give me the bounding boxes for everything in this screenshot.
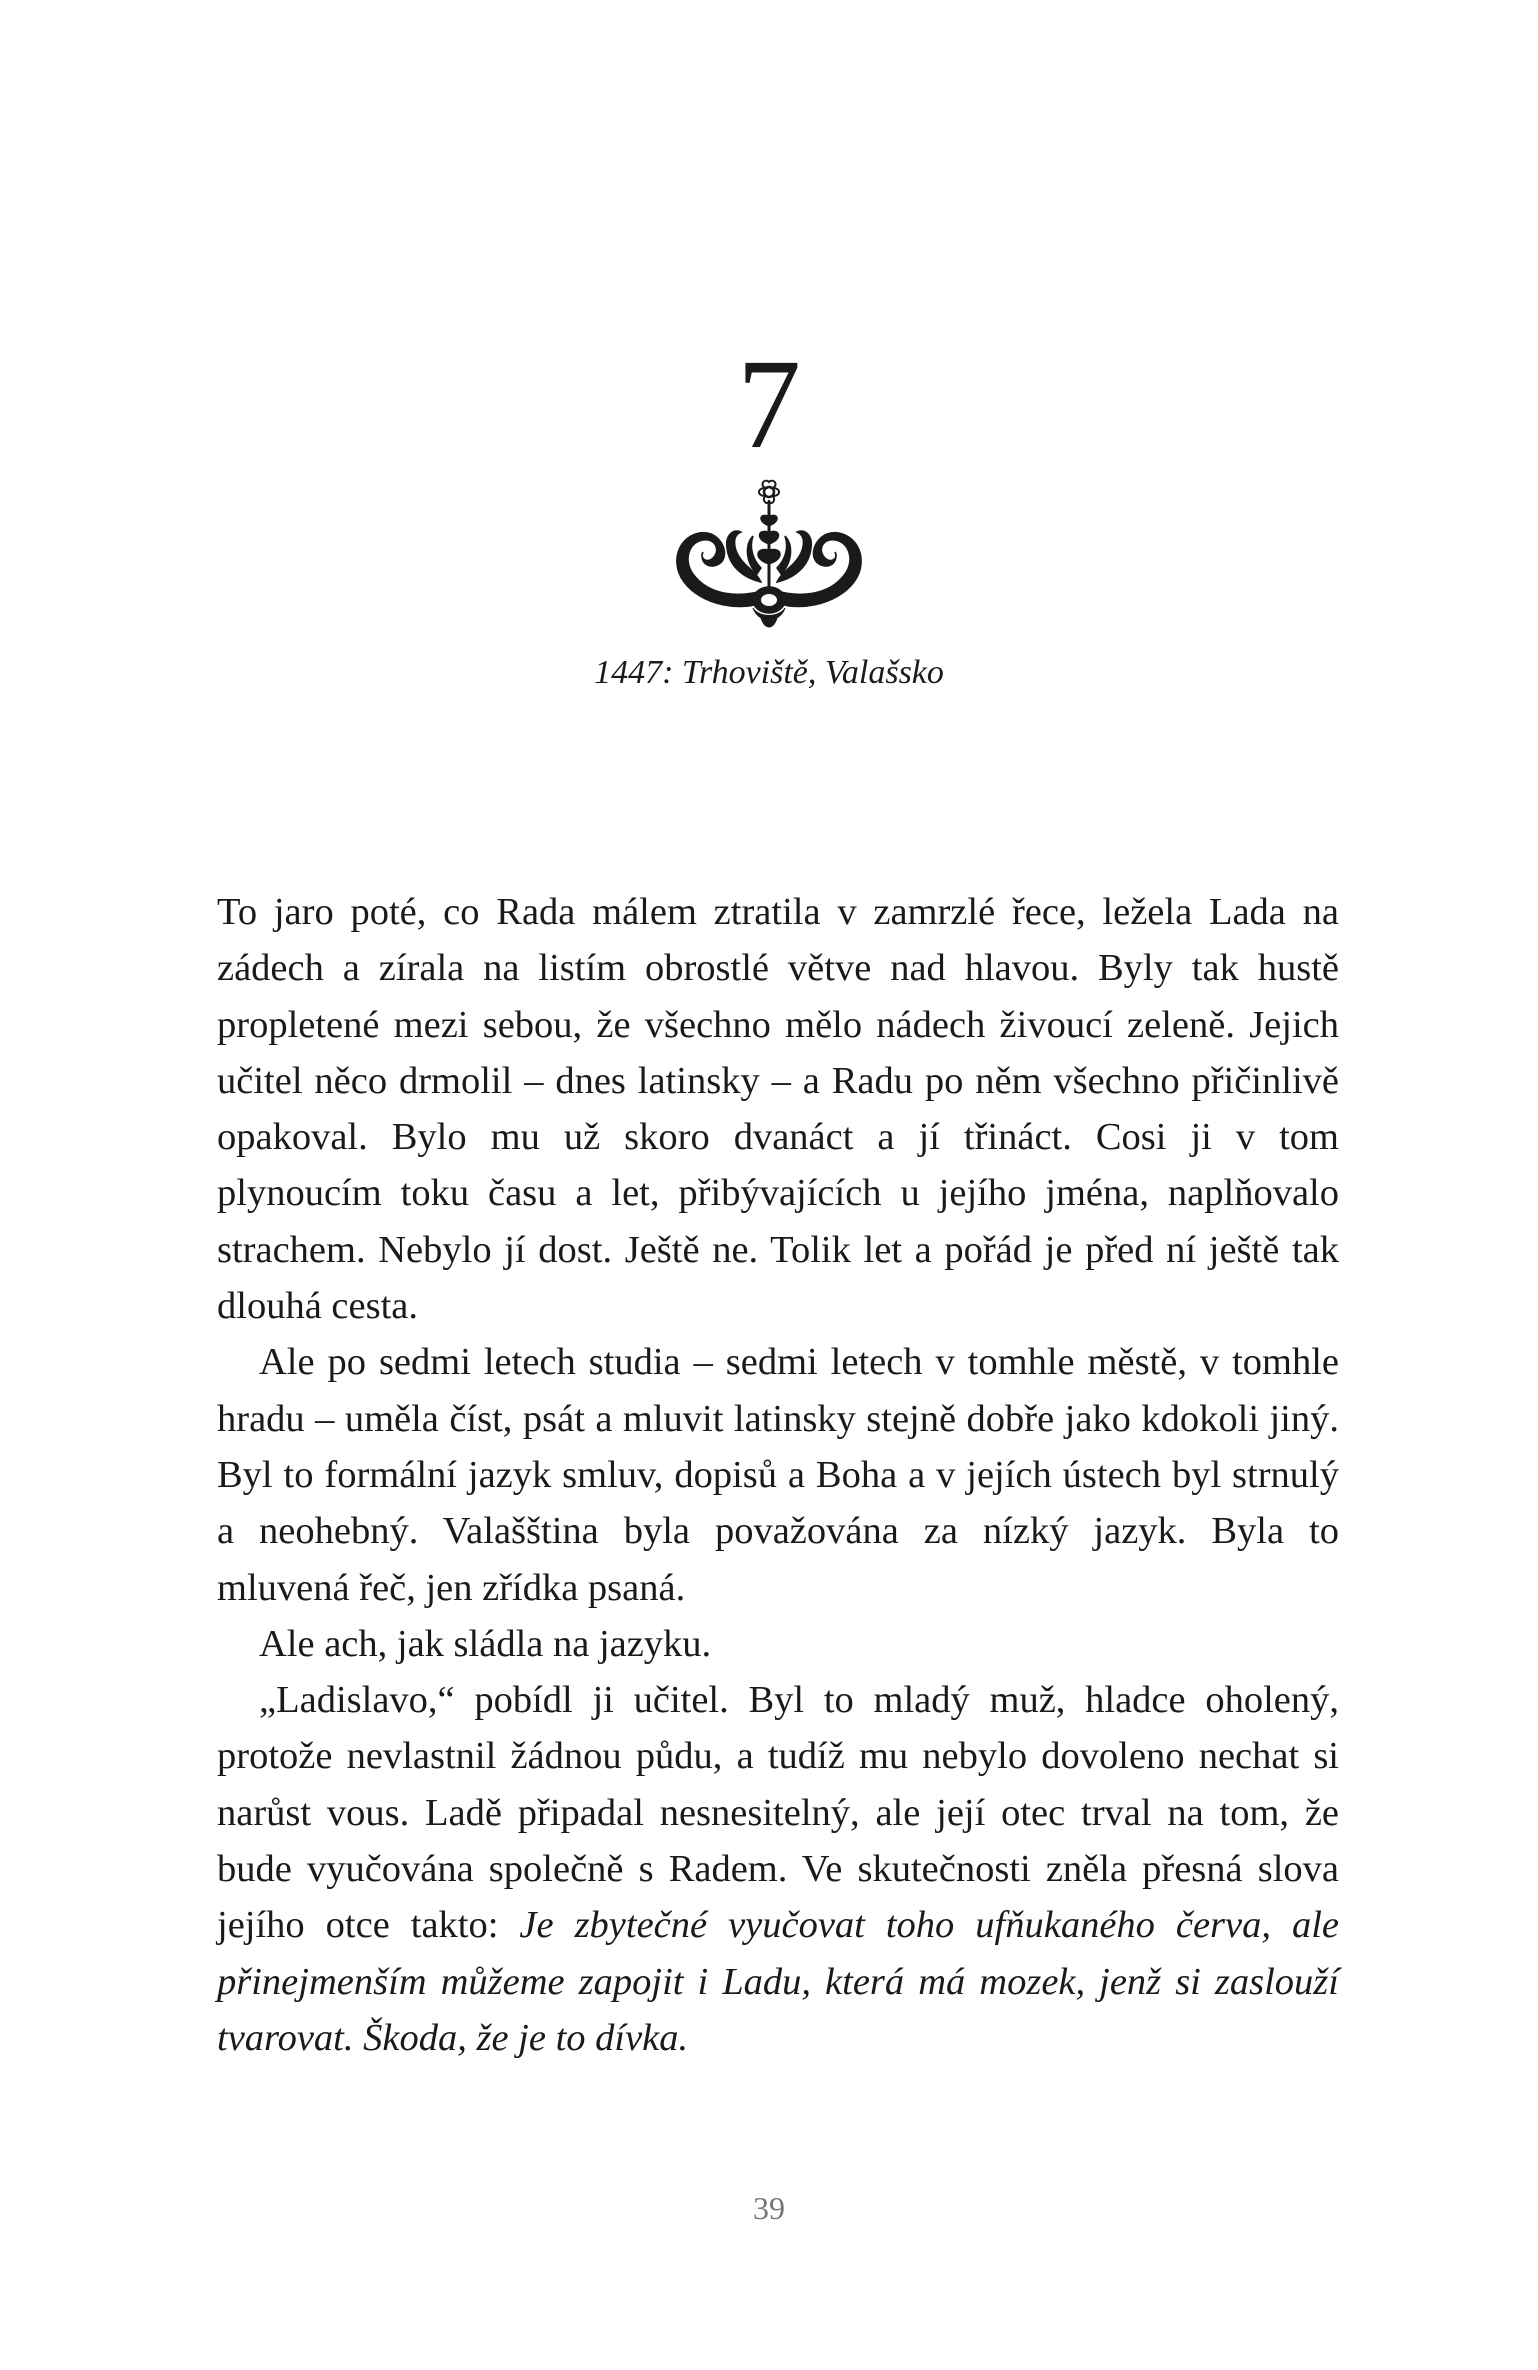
paragraph-text: „Ladislavo,“ pobídl ji učitel. Byl to mladý muž, hladce oholený, protože nevlastnil žádnou půdu, a tudíž mu nebylo dovoleno nechat si narůst vous. Ladě připadal nesnesitelný, ale její otec trval na tom, že bude vyučována společně s Radem. Ve skutečnosti zněla přesná slova jejího otce takto: xyxy=(217,1679,1339,1947)
paragraph: Ale ach, jak sládla na jazyku. xyxy=(259,1622,712,1665)
floral-ornament-icon xyxy=(669,478,869,638)
chapter-place-heading: 1447: Trhoviště, Valašsko xyxy=(594,654,944,691)
paragraph xyxy=(217,1672,1339,2066)
paragraph: Ale po sedmi letech studia – sedmi letech v tomhle městě, v tomhle hradu – uměla číst, psát a mluvit latinsky stejně dobře jako kdokoli jiný. Byl to formální jazyk smluv, dopisů a Boha a v jejích ústech byl strnulý a neohebný. Valašština byla považována za nízký jazyk. Byla to mluvená řeč, jen zřídka psaná. xyxy=(217,1341,1339,1609)
body-text xyxy=(217,884,1339,2066)
paragraph-italic-quote: Je zbytečné vyučovat toho ufňukaného červa, ale přinejmenším můžeme zapojit i Ladu, která má mozek, jenž si zaslouží tvarovat. Škoda, že je to dívka. xyxy=(217,1904,1340,2059)
paragraph: To jaro poté, co Rada málem ztratila v zamrzlé řece, ležela Lada na zádech a zírala na listím obrostlé větve nad hlavou. Byly tak hustě propletené mezi sebou, že všechno mělo nádech živoucí zeleně. Jejich učitel něco drmolil – dnes latinsky – a Radu po něm všechno přičinlivě opakoval. Bylo mu už skoro dvanáct a jí třináct. Cosi ji v tom plynoucím toku času a let, přibývajících u jejího jména, naplňovalo strachem. Nebylo jí dost. Ještě ne. Tolik let a pořád je před ní ještě tak dlouhá cesta. xyxy=(217,891,1339,1328)
chapter-number: 7 xyxy=(737,333,801,475)
page-number: 39 xyxy=(753,2190,785,2226)
